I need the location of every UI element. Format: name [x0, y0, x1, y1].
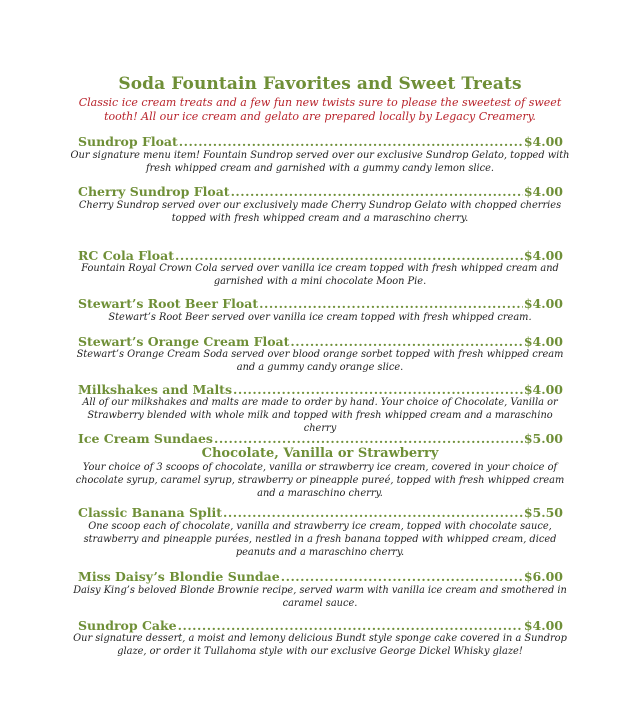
menu-item-rc-cola-float — [78, 248, 563, 263]
menu-item-milkshakes-and-malts — [78, 382, 563, 397]
item-name: Ice Cream Sundaes — [78, 431, 213, 446]
dot-leader — [290, 334, 522, 349]
item-description: Stewart’s Root Beer served over vanilla ice cream topped with fresh whipped cream. — [108, 312, 532, 323]
item-price: $4.00 — [523, 134, 563, 149]
item-name: Milkshakes and Malts — [78, 382, 232, 397]
item-price: $5.50 — [523, 505, 563, 520]
page-subtitle: Classic ice cream treats and a few fun new twists sure to please the sweetest of sweet tooth! All our ice cream and gelato are prepared locally by Legacy Creamery. — [78, 96, 562, 123]
dot-leader — [175, 248, 523, 263]
item-name: Cherry Sundrop Float — [78, 184, 230, 199]
item-description: Your choice of 3 scoops of chocolate, vanilla or strawberry ice cream, covered in your choice of chocolate syrup, caramel syrup, strawberry or pineapple pureé, topped with fresh whipped cream and a maraschino cherry. — [75, 462, 565, 499]
item-description: Stewart’s Orange Cream Soda served over blood orange sorbet topped with fresh whipped cream and a gummy candy orange slice. — [76, 349, 564, 373]
item-price: $6.00 — [523, 569, 563, 584]
item-price: $4.00 — [523, 334, 563, 349]
menu-item-classic-banana-split — [78, 505, 563, 520]
item-description: Our signature dessert, a moist and lemony delicious Bundt style sponge cake covered in a Sundrop glaze, or order it Tullahoma style with our exclusive George Dickel Whisky glaze! — [73, 633, 567, 657]
item-description: One scoop each of chocolate, vanilla and strawberry ice cream, topped with chocolate sauce, strawberry and pineapple purées, nestled in a fresh banana topped with whipped cream, diced peanuts and a maraschino cherry. — [83, 521, 557, 558]
menu-item-sundrop-float — [78, 134, 563, 149]
menu-item-cherry-sundrop-float — [78, 184, 563, 199]
dot-leader — [214, 431, 523, 446]
item-description: Cherry Sundrop served over our exclusively made Cherry Sundrop Gelato with chopped cherries topped with fresh whipped cream and a maraschino cherry. — [78, 200, 562, 224]
item-name: Stewart’s Root Beer Float — [78, 296, 259, 311]
dot-leader — [259, 296, 523, 311]
item-price: $4.00 — [523, 184, 563, 199]
item-description: Daisy King’s beloved Blonde Brownie recipe, served warm with vanilla ice cream and smothered in caramel sauce. — [73, 585, 567, 609]
item-price: $4.00 — [523, 382, 563, 397]
item-description: Fountain Royal Crown Cola served over vanilla ice cream topped with fresh whipped cream and garnished with a mini chocolate Moon Pie. — [81, 263, 559, 287]
item-description: All of our milkshakes and malts are made to order by hand. Your choice of Chocolate, Vanilla or Strawberry blended with whole milk and topped with fresh whipped cream and a maraschino cherry — [82, 397, 558, 434]
item-name: Miss Daisy’s Blondie Sundae — [78, 569, 280, 584]
menu-item-sundrop-cake — [78, 618, 563, 633]
menu-item-orange-cream-float — [78, 334, 563, 349]
item-name: RC Cola Float — [78, 248, 175, 263]
item-name: Classic Banana Split — [78, 505, 223, 520]
page-title: Soda Fountain Favorites and Sweet Treats — [118, 74, 522, 94]
item-name: Sundrop Float — [78, 134, 178, 149]
dot-leader — [281, 569, 523, 584]
item-description: Our signature menu item! Fountain Sundrop served over our exclusive Sundrop Gelato, topped with fresh whipped cream and garnished with a gummy candy lemon slice. — [70, 150, 570, 174]
item-name: Sundrop Cake — [78, 618, 177, 633]
dot-leader — [179, 134, 523, 149]
menu-item-ice-cream-sundaes — [78, 431, 563, 446]
menu-item-root-beer-float — [78, 296, 563, 311]
dot-leader — [233, 382, 523, 397]
dot-leader — [178, 618, 523, 633]
sundae-flavors-subheading: Chocolate, Vanilla or Strawberry — [201, 446, 439, 461]
item-price: $5.00 — [523, 431, 563, 446]
item-price: $4.00 — [523, 296, 563, 311]
menu-item-blondie-sundae — [78, 569, 563, 584]
item-name: Stewart’s Orange Cream Float — [78, 334, 290, 349]
item-price: $4.00 — [523, 618, 563, 633]
item-price: $4.00 — [523, 248, 563, 263]
dot-leader — [223, 505, 523, 520]
dot-leader — [231, 184, 523, 199]
